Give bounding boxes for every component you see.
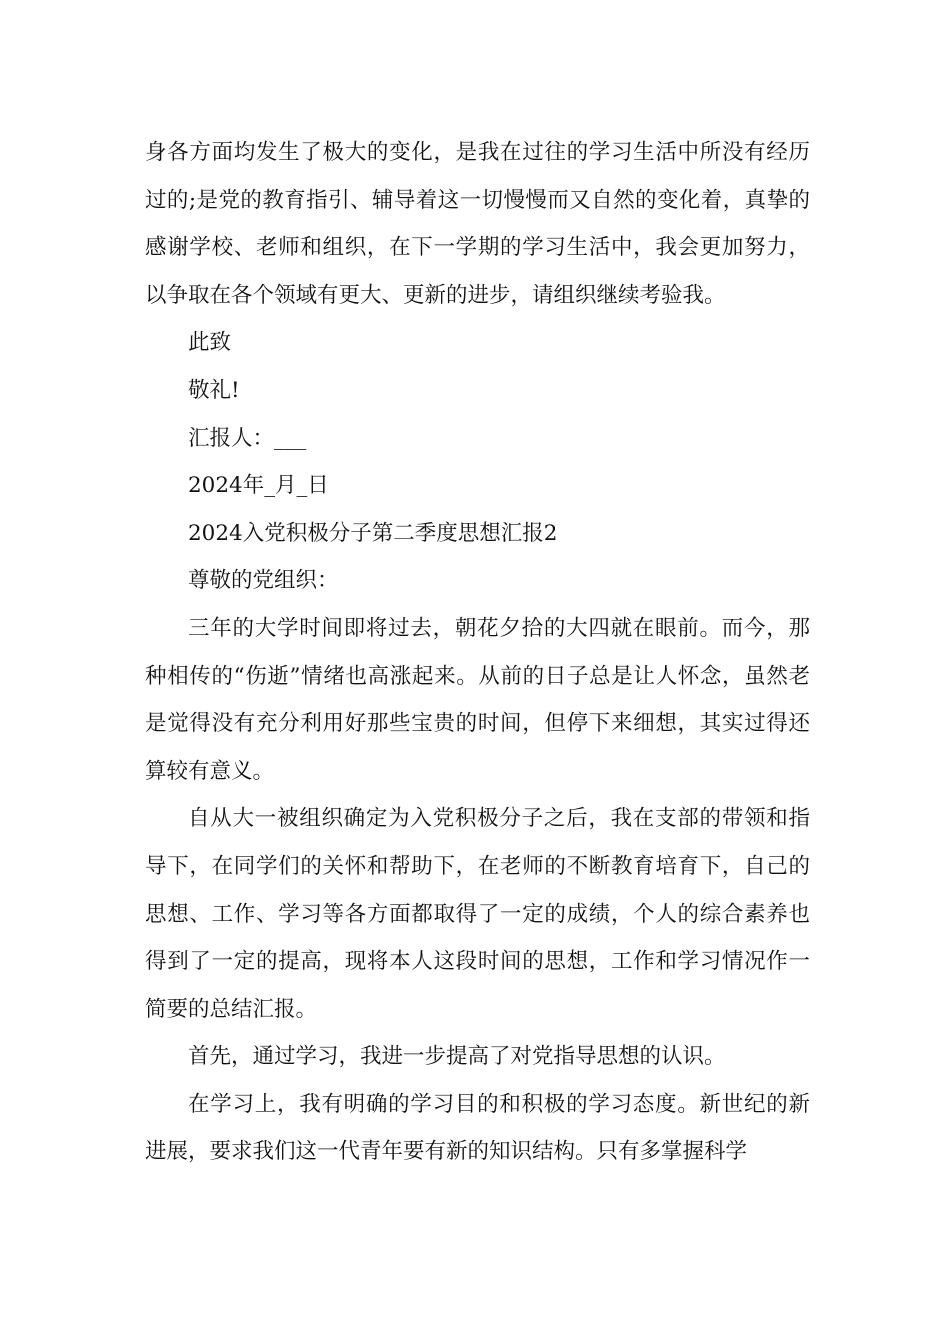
body-paragraph: 身各方面均发生了极大的变化，是我在过往的学习生活中所没有经历过的;是党的教育指引、辅导着这一切慢慢而又自然的变化着，真挚的感谢学校、老师和组织，在下一学期的学习生活中，我会更加努力，以争取在各个领域有更大、更新的进步，请组织继续考验我。 — [145, 140, 810, 308]
body-paragraph: 在学习上，我有明确的学习目的和积极的学习态度。新世纪的新进展，要求我们这一代青年要有新的知识结构。只有多掌握科学 — [145, 1091, 810, 1165]
body-paragraph: 自从大一被组织确定为入党积极分子之后，我在支部的带领和指导下，在同学们的关怀和帮助下，在老师的不断教育培育下，自己的思想、工作、学习等各方面都取得了一定的成绩，个人的综合素养也得到了一定的提高，现将本人这段时间的思想，工作和学习情况作一简要的总结汇报。 — [145, 806, 810, 1022]
body-paragraph: 首先，通过学习，我进一步提高了对党指导思想的认识。 — [188, 1044, 726, 1070]
section-title: 2024入党积极分子第二季度思想汇报2 — [188, 520, 558, 546]
body-paragraph: 三年的大学时间即将过去，朝花夕拾的大四就在眼前。而今，那种相传的“伤逝”情绪也高涨起来。从前的日子总是让人怀念，虽然老是觉得没有充分利用好那些宝贵的时间，但停下来细想，其实过得还算较有意义。 — [145, 615, 810, 784]
date-line: 2024年_月_日 — [188, 473, 329, 499]
greeting: 尊敬的党组织： — [188, 568, 339, 594]
closing-respect: 敬礼! — [188, 377, 240, 403]
reporter-line: 汇报人：___ — [188, 425, 307, 451]
document-page — [145, 129, 810, 1176]
closing-salutation: 此致 — [188, 330, 232, 356]
